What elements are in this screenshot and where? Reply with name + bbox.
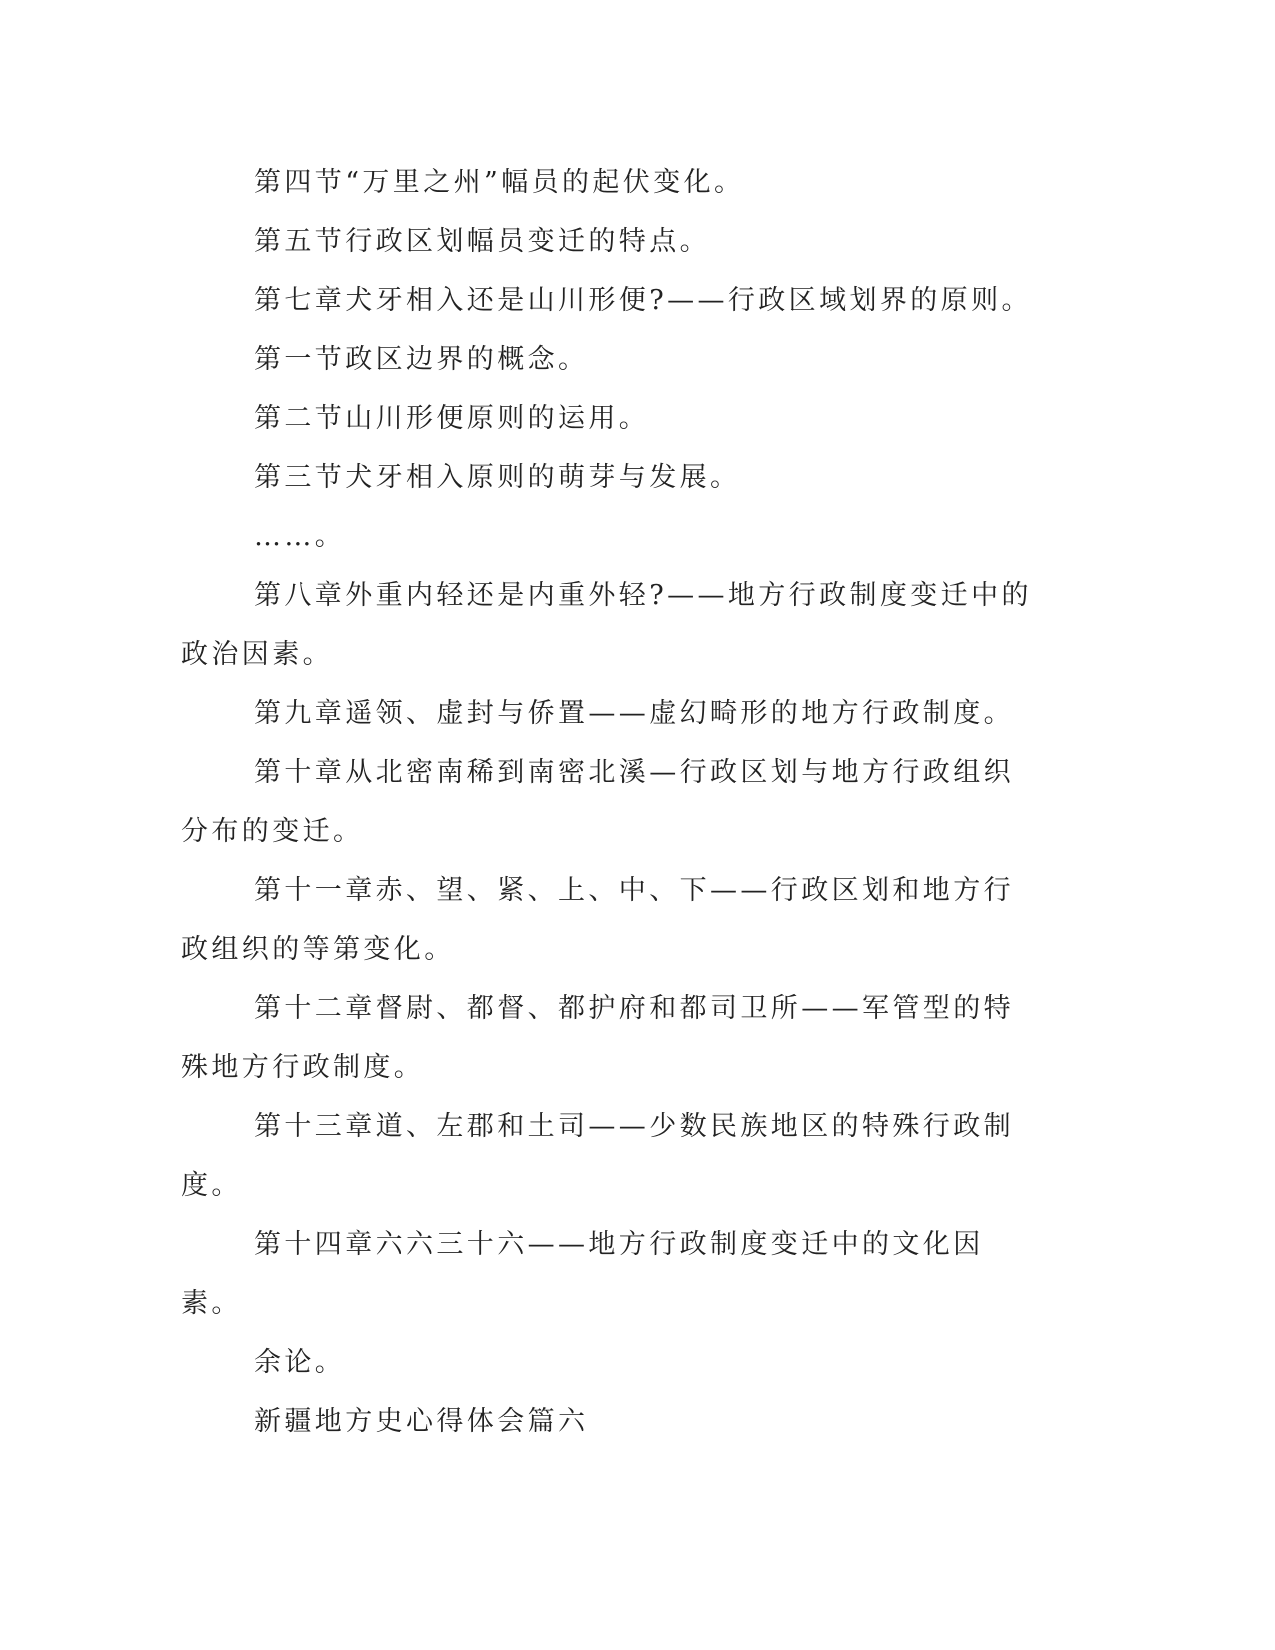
paragraph-section-1: 第一节政区边界的概念。	[254, 344, 589, 375]
paragraph-section-5: 第五节行政区划幅员变迁的特点。	[254, 226, 710, 257]
document-body	[181, 153, 1041, 1451]
paragraph-section-2: 第二节山川形便原则的运用。	[254, 403, 650, 434]
paragraph-chapter-13: 第十三章道、左郡和土司——少数民族地区的特殊行政制度。	[181, 1111, 1014, 1201]
paragraph-chapter-11: 第十一章赤、望、紧、上、中、下——行政区划和地方行政组织的等第变化。	[181, 875, 1014, 965]
paragraph-chapter-14: 第十四章六六三十六——地方行政制度变迁中的文化因素。	[181, 1229, 984, 1319]
paragraph-heading-part-6: 新疆地方史心得体会篇六	[254, 1406, 589, 1437]
paragraph-ellipsis: ……。	[254, 521, 346, 552]
paragraph-section-3: 第三节犬牙相入原则的萌芽与发展。	[254, 462, 741, 493]
paragraph-chapter-7: 第七章犬牙相入还是山川形便?——行政区域划界的原则。	[254, 285, 1032, 316]
paragraph-chapter-8: 第八章外重内轻还是内重外轻?——地方行政制度变迁中的政治因素。	[181, 580, 1032, 670]
paragraph-epilogue: 余论。	[254, 1347, 346, 1378]
paragraph-chapter-12: 第十二章督尉、都督、都护府和都司卫所——军管型的特殊地方行政制度。	[181, 993, 1014, 1083]
paragraph-chapter-10: 第十章从北密南稀到南密北溪—行政区划与地方行政组织分布的变迁。	[181, 757, 1014, 847]
paragraph-section-4: 第四节“万里之州”幅员的起伏变化。	[254, 167, 745, 198]
paragraph-chapter-9: 第九章遥领、虚封与侨置——虚幻畸形的地方行政制度。	[254, 698, 1014, 729]
